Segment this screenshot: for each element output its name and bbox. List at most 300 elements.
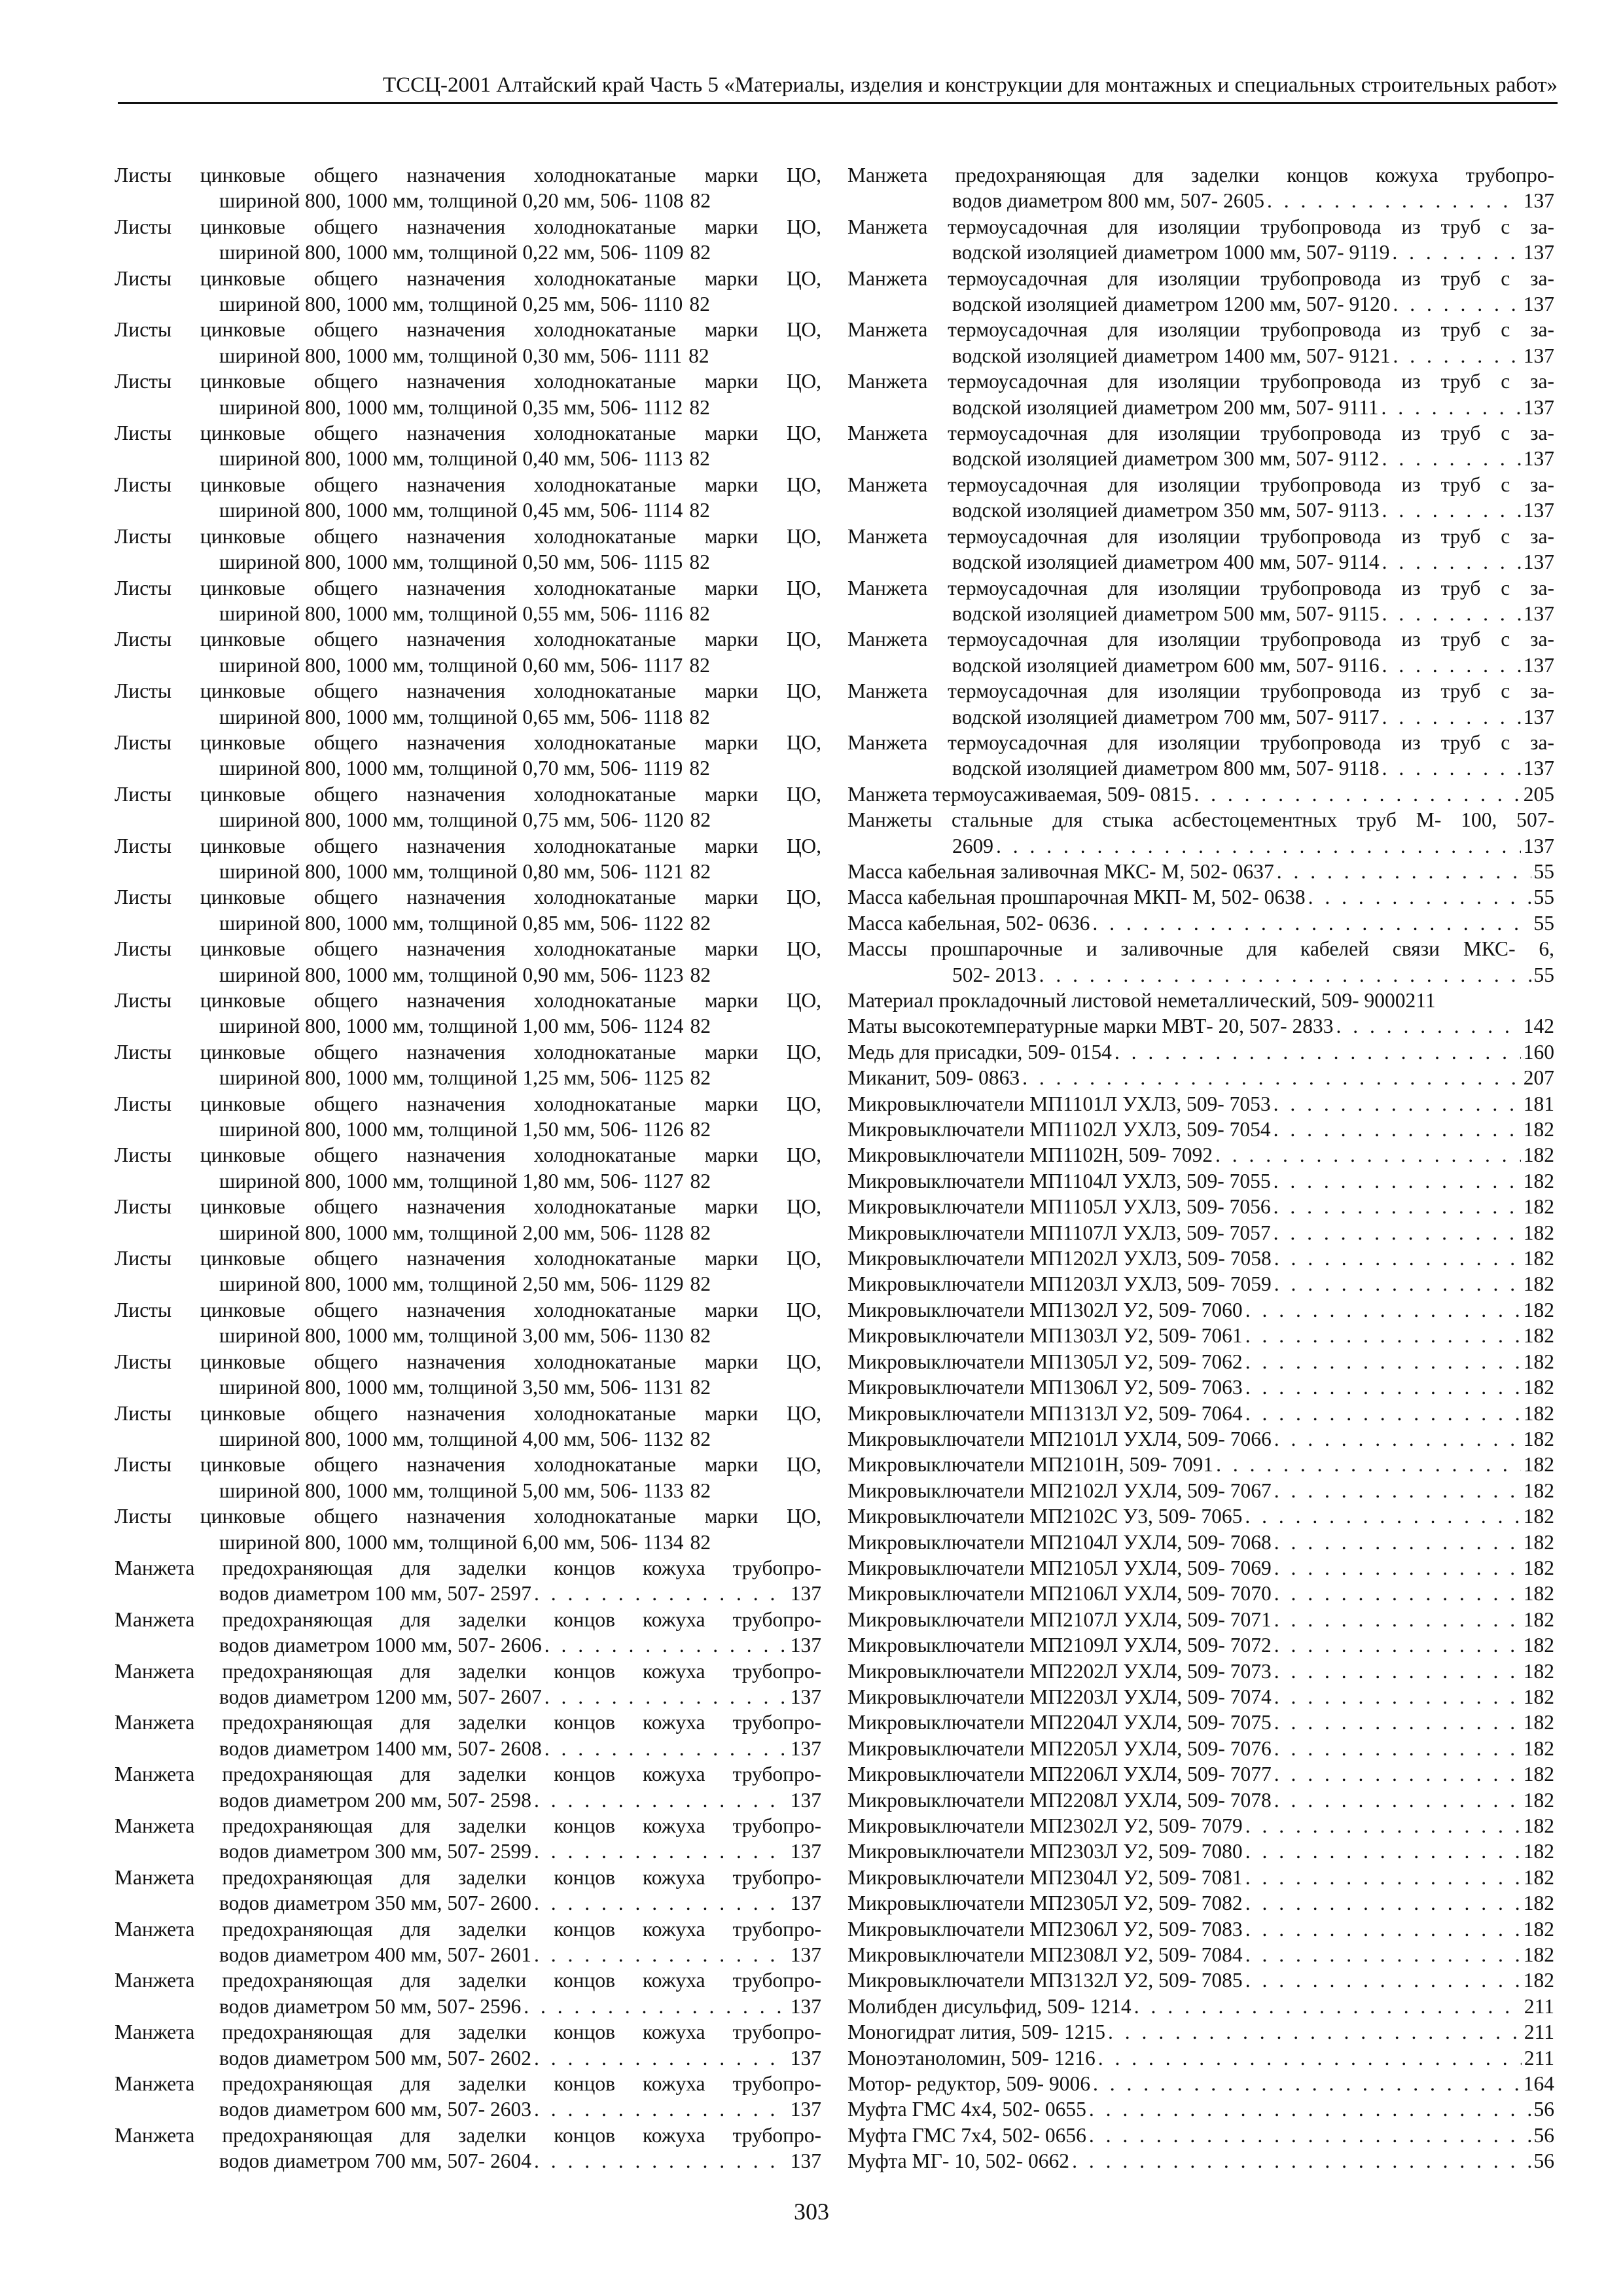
index-entry (115, 2071, 821, 2123)
entry-line (847, 1761, 1554, 1787)
entry-line (847, 1503, 1554, 1529)
dot-leader (1274, 1220, 1521, 1246)
index-entry (115, 1503, 821, 1555)
index-entry (847, 1142, 1554, 1168)
dot-leader (1274, 1632, 1521, 1658)
entry-second-line (115, 1271, 821, 1297)
entry-second-line (115, 962, 821, 988)
entry-second-line (115, 807, 821, 833)
entry-line (847, 1684, 1554, 1710)
entry-text: шириной 800, 1000 мм, толщиной 0,20 мм, 506- 1108 (219, 189, 684, 213)
entry-line (847, 1426, 1554, 1452)
dot-leader (1245, 1401, 1521, 1426)
entry-text: Микровыключатели МП2105Л УХЛ4, 509- 7069 (847, 1556, 1272, 1579)
entry-line (847, 1581, 1554, 1606)
entry-first-line: Манжета предохраняющая для заделки концов кожуха трубопро- (115, 2123, 821, 2147)
entry-page: 137 (1523, 344, 1554, 367)
entry-line (847, 781, 1554, 807)
index-entry (847, 1890, 1554, 1916)
entry-line (847, 859, 1554, 884)
entry-text: Микровыключатели МП2306Л У2, 509- 7083 (847, 1917, 1243, 1941)
entry-text: водов диаметром 100 мм, 507- 2597 (219, 1582, 532, 1605)
entry-page: 55 (1533, 911, 1554, 935)
entry-text: Микровыключатели МП1105Л УХЛ3, 509- 7056 (847, 1195, 1271, 1219)
index-entry (115, 575, 821, 627)
index-entry (847, 1555, 1554, 1581)
entry-first-line: Манжета предохраняющая для заделки концов кожуха трубопро- (847, 164, 1554, 187)
index-entry (847, 1916, 1554, 1942)
entry-page: 182 (1523, 1969, 1554, 1992)
entry-text: водов диаметром 1000 мм, 507- 2606 (219, 1634, 542, 1657)
entry-page: 137 (790, 1736, 821, 1760)
entry-line (847, 1710, 1554, 1735)
dot-leader (1274, 1168, 1521, 1194)
entry-first-line: Листы цинковые общего назначения холоднокатаные марки ЦО, (115, 1401, 821, 1425)
entry-text: Моногидрат лития, 509- 1215 (847, 2020, 1105, 2044)
index-entry (115, 1555, 821, 1607)
index-entry (847, 266, 1554, 317)
entry-page: 82 (689, 447, 710, 471)
entry-text: Масса кабельная, 502- 0636 (847, 911, 1090, 935)
dot-leader (534, 2148, 788, 2174)
dot-leader (1134, 1994, 1522, 2019)
index-entry (847, 1761, 1554, 1787)
index-entry (115, 1194, 821, 1246)
entry-page: 82 (690, 859, 711, 883)
entry-first-line: Манжета термоусадочная для изоляции трубопровода из труб с за- (847, 576, 1554, 600)
entry-first-line: Листы цинковые общего назначения холоднокатаные марки ЦО, (115, 1247, 821, 1270)
entry-text: водов диаметром 1400 мм, 507- 2608 (219, 1736, 542, 1760)
entry-text: шириной 800, 1000 мм, толщиной 0,45 мм, 506- 1114 (219, 499, 683, 522)
index-entry (847, 524, 1554, 575)
entry-text: Микровыключатели МП2107Л УХЛ4, 509- 7071 (847, 1607, 1272, 1631)
entry-page: 182 (1523, 1530, 1554, 1554)
entry-text: водов диаметром 700 мм, 507- 2604 (219, 2149, 532, 2173)
entry-page: 82 (690, 1118, 711, 1141)
entry-line (847, 1890, 1554, 1916)
entry-page: 82 (690, 1221, 711, 1244)
entry-first-line: Листы цинковые общего назначения холоднокатаные марки ЦО, (115, 215, 821, 238)
index-entry (847, 1503, 1554, 1529)
entry-text: шириной 800, 1000 мм, толщиной 5,00 мм, 506- 1133 (219, 1479, 684, 1502)
entry-second-line (847, 291, 1554, 317)
index-entry (847, 2071, 1554, 2096)
entry-first-line: Манжета термоусадочная для изоляции трубопровода из труб с за- (847, 473, 1554, 496)
entry-page: 164 (1523, 2072, 1554, 2096)
entry-line (847, 2148, 1554, 2174)
index-entry (847, 575, 1554, 627)
entry-second-line (115, 446, 821, 471)
dot-leader (1274, 1555, 1521, 1581)
entry-first-line: Листы цинковые общего назначения холоднокатаные марки ЦО, (115, 834, 821, 857)
entry-second-line (115, 601, 821, 626)
entry-line (847, 1865, 1554, 1890)
entry-page: 182 (1523, 1247, 1554, 1270)
entry-text: Моноэтаноломин, 509- 1216 (847, 2046, 1096, 2070)
entry-text: водской изоляцией диаметром 300 мм, 507- 9112 (952, 447, 1380, 471)
entry-line (847, 1142, 1554, 1168)
entry-first-line: Листы цинковые общего назначения холоднокатаные марки ЦО, (115, 524, 821, 548)
entry-text: шириной 800, 1000 мм, толщиной 0,85 мм, 506- 1122 (219, 911, 684, 935)
index-entry (115, 368, 821, 420)
entry-text: шириной 800, 1000 мм, толщиной 0,30 мм, 506- 1111 (219, 344, 683, 367)
entry-text: водской изоляцией диаметром 1200 мм, 507- 9120 (952, 293, 1391, 316)
entry-page: 55 (1533, 886, 1554, 909)
entry-page: 160 (1523, 1040, 1554, 1064)
index-entry (847, 1426, 1554, 1452)
index-entry (115, 1761, 821, 1813)
entry-page: 137 (1523, 705, 1554, 728)
entry-page: 207 (1523, 1066, 1554, 1090)
entry-text: шириной 800, 1000 мм, толщиной 2,50 мм, 506- 1129 (219, 1272, 684, 1296)
entry-line (847, 1374, 1554, 1400)
entry-text: водов диаметром 50 мм, 507- 2596 (219, 1994, 522, 2018)
dot-leader (1274, 1761, 1521, 1787)
entry-text: шириной 800, 1000 мм, толщиной 0,80 мм, 506- 1121 (219, 859, 684, 883)
entry-line (847, 1065, 1554, 1090)
index-entry (115, 884, 821, 936)
entry-second-line (115, 1581, 821, 1606)
entry-line (847, 1659, 1554, 1684)
entry-page: 137 (1523, 189, 1554, 213)
entry-second-line (115, 1168, 821, 1194)
entry-first-line: Манжеты стальные для стыка асбестоцементных труб М- 100, 507- (847, 808, 1554, 832)
entry-page: 205 (1523, 782, 1554, 806)
index-entry (115, 1246, 821, 1297)
entry-page: 137 (790, 2149, 821, 2173)
index-entry (115, 1813, 821, 1865)
entry-text: Микровыключатели МП1101Л УХЛ3, 509- 7053 (847, 1092, 1271, 1115)
dot-leader (1382, 446, 1521, 471)
dot-leader (534, 1942, 788, 1967)
entry-text: водской изоляцией диаметром 1400 мм, 507- 9121 (952, 344, 1391, 367)
entry-first-line: Манжета предохраняющая для заделки концов кожуха трубопро- (115, 1917, 821, 1941)
dot-leader (1274, 1246, 1521, 1271)
dot-leader (1089, 2096, 1531, 2122)
entry-text: шириной 800, 1000 мм, толщиной 3,50 мм, 506- 1131 (219, 1376, 684, 1399)
dot-leader (1245, 1323, 1521, 1348)
entry-text: водов диаметром 350 мм, 507- 2600 (219, 1892, 532, 1915)
entry-second-line (115, 240, 821, 265)
index-entry (115, 988, 821, 1039)
entry-line (847, 1401, 1554, 1426)
entry-first-line: Манжета предохраняющая для заделки концов кожуха трубопро- (115, 1607, 821, 1631)
entry-first-line: Манжета предохраняющая для заделки концов кожуха трубопро- (115, 1556, 821, 1579)
dot-leader (1089, 2123, 1531, 2148)
dot-leader (1382, 755, 1521, 781)
entry-text: водской изоляцией диаметром 200 мм, 507- 9111 (952, 395, 1379, 419)
entry-text: водской изоляцией диаметром 800 мм, 507- 9118 (952, 757, 1380, 780)
entry-text: шириной 800, 1000 мм, толщиной 1,50 мм, 506- 1126 (219, 1118, 684, 1141)
entry-first-line: Манжета предохраняющая для заделки концов кожуха трубопро- (115, 2020, 821, 2044)
dot-leader (1245, 1374, 1521, 1400)
entry-text: шириной 800, 1000 мм, толщиной 0,40 мм, 506- 1113 (219, 447, 683, 471)
entry-page: 82 (690, 808, 711, 832)
entry-text: Медь для присадки, 509- 0154 (847, 1040, 1112, 1064)
entry-page: 182 (1523, 1556, 1554, 1579)
entry-text: шириной 800, 1000 мм, толщиной 0,55 мм, 506- 1116 (219, 601, 683, 625)
entry-page: 182 (1523, 1324, 1554, 1348)
entry-second-line (115, 1013, 821, 1039)
index-column-left (115, 162, 821, 2174)
entry-second-line (115, 1632, 821, 1658)
index-entry (847, 2096, 1554, 2122)
dot-leader (1381, 395, 1520, 420)
entry-text: Молибден дисульфид, 509- 1214 (847, 1994, 1132, 2018)
entry-text: Масса кабельная прошпарочная МКП- М, 502- 0638 (847, 886, 1306, 909)
dot-leader (1274, 1194, 1521, 1219)
entry-page: 182 (1523, 1272, 1554, 1296)
entry-text: водской изоляцией диаметром 700 мм, 507- 9117 (952, 705, 1380, 728)
entry-second-line (115, 1323, 821, 1348)
entry-page: 182 (1523, 1453, 1554, 1477)
entry-page: 82 (690, 1324, 711, 1348)
dot-leader (1108, 2019, 1522, 2045)
entry-text: 502- 2013 (952, 963, 1037, 986)
entry-line (847, 1839, 1554, 1864)
entry-line (847, 1194, 1554, 1219)
index-entry (115, 214, 821, 266)
entry-second-line (115, 653, 821, 678)
entry-first-line: Листы цинковые общего назначения холоднокатаные марки ЦО, (115, 628, 821, 651)
entry-line (847, 2071, 1554, 2096)
entry-page: 137 (1523, 499, 1554, 522)
index-entry (847, 2148, 1554, 2174)
entry-text: шириной 800, 1000 мм, толщиной 6,00 мм, 506- 1134 (219, 1530, 684, 1554)
index-entry (115, 936, 821, 988)
index-entry (847, 910, 1554, 936)
dot-leader (1245, 1349, 1521, 1374)
dot-leader (1336, 1013, 1521, 1039)
dot-leader (1072, 2148, 1531, 2174)
dot-leader (1382, 601, 1521, 626)
entry-text: Микровыключатели МП2202Л УХЛ4, 509- 7073 (847, 1659, 1272, 1683)
entry-second-line (847, 549, 1554, 575)
entry-first-line: Манжета предохраняющая для заделки концов кожуха трубопро- (115, 1711, 821, 1734)
index-entry (847, 1452, 1554, 1477)
entry-text: водской изоляцией диаметром 500 мм, 507- 9115 (952, 601, 1380, 625)
index-entry (847, 317, 1554, 368)
entry-page: 137 (790, 1685, 821, 1708)
entry-text: Масса кабельная заливочная МКС- М, 502- 0637 (847, 859, 1274, 883)
entry-page: 182 (1523, 1763, 1554, 1786)
index-entry (115, 1865, 821, 1916)
index-entry (847, 1967, 1554, 1993)
entry-page: 137 (1523, 241, 1554, 264)
entry-page: 82 (689, 293, 710, 316)
dot-leader (1382, 704, 1521, 730)
entry-first-line: Листы цинковые общего назначения холоднокатаные марки ЦО, (115, 1350, 821, 1373)
entry-page: 56 (1533, 2149, 1554, 2173)
dot-leader (1274, 1091, 1521, 1117)
index-entry (847, 807, 1554, 859)
entry-second-line (115, 755, 821, 781)
entry-second-line (115, 704, 821, 730)
dot-leader (1245, 1503, 1520, 1529)
entry-second-line (847, 833, 1554, 859)
index-entry (115, 1142, 821, 1194)
index-entry (847, 2123, 1554, 2148)
index-entry (847, 1168, 1554, 1194)
entry-page: 182 (1523, 1659, 1554, 1683)
entry-first-line: Листы цинковые общего назначения холоднокатаные марки ЦО, (115, 782, 821, 806)
entry-second-line (115, 1117, 821, 1142)
entry-line (847, 1246, 1554, 1271)
dot-leader (1245, 1865, 1521, 1890)
entry-line (847, 2123, 1554, 2148)
entry-text: Микровыключатели МП1305Л У2, 509- 7062 (847, 1350, 1243, 1373)
index-entry (847, 1736, 1554, 1761)
entry-first-line: Листы цинковые общего назначения холоднокатаные марки ЦО, (115, 318, 821, 342)
entry-line (847, 1271, 1554, 1297)
entry-page: 137 (1523, 601, 1554, 625)
index-entry (115, 1401, 821, 1452)
entry-line (847, 1530, 1554, 1555)
entry-second-line (115, 1839, 821, 1864)
entry-page: 182 (1523, 1582, 1554, 1605)
entry-text: Микровыключатели МП1302Л У2, 509- 7060 (847, 1298, 1243, 1321)
entry-page: 137 (790, 1788, 821, 1812)
entry-text: Микровыключатели МП1102Л УХЛ3, 509- 7054 (847, 1118, 1271, 1141)
entry-second-line (115, 188, 821, 213)
entry-first-line: Манжета предохраняющая для заделки концов кожуха трубопро- (115, 1659, 821, 1683)
entry-page: 82 (689, 601, 710, 625)
running-header: ТССЦ-2001 Алтайский край Часть 5 «Материалы, изделия и конструкции для монтажных и специальных строительных работ» (118, 71, 1558, 104)
entry-text: Микровыключатели МП2302Л У2, 509- 7079 (847, 1814, 1243, 1837)
entry-text: шириной 800, 1000 мм, толщиной 0,22 мм, 506- 1109 (219, 241, 684, 264)
entry-line (847, 2019, 1554, 2045)
entry-line (847, 1091, 1554, 1117)
index-entry (847, 1194, 1554, 1219)
entry-first-line: Листы цинковые общего назначения холоднокатаные марки ЦО, (115, 473, 821, 496)
index-entry (847, 1478, 1554, 1503)
entry-text: Микровыключатели МП2102С У3, 509- 7065 (847, 1505, 1243, 1528)
entry-page: 137 (1523, 395, 1554, 419)
index-entry (847, 1401, 1554, 1426)
index-entry (847, 1117, 1554, 1142)
entry-page: 82 (689, 653, 710, 677)
index-entry (115, 524, 821, 575)
entry-line (847, 1013, 1554, 1039)
dot-leader (1393, 291, 1521, 317)
entry-page: 182 (1523, 1943, 1554, 1967)
dot-leader (1092, 910, 1531, 936)
entry-line (847, 1942, 1554, 1967)
entry-text: Микровыключатели МП3132Л У2, 509- 7085 (847, 1969, 1243, 1992)
dot-leader (996, 833, 1521, 859)
entry-text: Микровыключатели МП2206Л УХЛ4, 509- 7077 (847, 1763, 1272, 1786)
index-entry (847, 1530, 1554, 1555)
entry-page: 182 (1523, 1376, 1554, 1399)
entry-first-line: Манжета предохраняющая для заделки концов кожуха трубопро- (115, 2072, 821, 2096)
dot-leader (534, 1581, 788, 1606)
entry-text: Материал прокладочный листовой неметаллический, 509- 9000 (847, 989, 1406, 1012)
entry-page: 137 (1523, 293, 1554, 316)
dot-leader (1274, 1736, 1521, 1761)
entry-page: 82 (690, 1169, 711, 1193)
entry-page: 137 (790, 1840, 821, 1863)
index-entry (847, 1220, 1554, 1246)
entry-second-line (847, 240, 1554, 265)
dot-leader (1039, 962, 1531, 988)
entry-first-line: Манжета термоусадочная для изоляции трубопровода из труб с за- (847, 628, 1554, 651)
entry-text: шириной 800, 1000 мм, толщиной 0,35 мм, 506- 1112 (219, 395, 683, 419)
entry-text: Микровыключатели МП1306Л У2, 509- 7063 (847, 1376, 1243, 1399)
index-entry (115, 2019, 821, 2071)
entry-first-line: Листы цинковые общего назначения холоднокатаные марки ЦО, (115, 164, 821, 187)
entry-second-line (847, 188, 1554, 213)
entry-page: 142 (1523, 1014, 1554, 1038)
entry-text: Маты высокотемпературные марки МВТ- 20, 507- 2833 (847, 1014, 1334, 1038)
entry-page: 82 (690, 1530, 711, 1554)
entry-page: 181 (1523, 1092, 1554, 1115)
index-entry (115, 266, 821, 317)
entry-text: Микровыключатели МП1203Л УХЛ3, 509- 7059 (847, 1272, 1272, 1296)
dot-leader (1215, 1142, 1521, 1168)
entry-second-line (115, 1684, 821, 1710)
dot-leader (534, 2045, 788, 2071)
entry-text: Микровыключатели МП2203Л УХЛ4, 509- 7074 (847, 1685, 1272, 1708)
dot-leader (1245, 1967, 1521, 1993)
dot-leader (1194, 781, 1520, 807)
entry-text: шириной 800, 1000 мм, толщиной 2,00 мм, 506- 1128 (219, 1221, 684, 1244)
index-entry (847, 1659, 1554, 1684)
entry-second-line (115, 343, 821, 368)
entry-line (847, 1039, 1554, 1065)
entry-page: 137 (790, 1582, 821, 1605)
entry-text: водской изоляцией диаметром 1000 мм, 507- 9119 (952, 241, 1390, 264)
entry-page: 182 (1523, 1169, 1554, 1193)
entry-text: 2609 (952, 834, 993, 857)
entry-text: Микровыключатели МП2101Л УХЛ4, 509- 7066 (847, 1427, 1272, 1450)
entry-page: 182 (1523, 1118, 1554, 1141)
entry-first-line: Листы цинковые общего назначения холоднокатаные марки ЦО, (115, 370, 821, 393)
entry-first-line: Листы цинковые общего назначения холоднокатаные марки ЦО, (115, 1195, 821, 1219)
entry-line (847, 1555, 1554, 1581)
entry-second-line (115, 1890, 821, 1916)
entry-page: 55 (1533, 859, 1554, 883)
index-entry (847, 1323, 1554, 1348)
index-entry (847, 1787, 1554, 1813)
dot-leader (1274, 1530, 1521, 1555)
index-entry (115, 317, 821, 368)
entry-text: Микровыключатели МП1107Л УХЛ3, 509- 7057 (847, 1221, 1271, 1244)
entry-first-line: Манжета термоусадочная для изоляции трубопровода из труб с за- (847, 422, 1554, 445)
entry-page: 182 (1523, 1143, 1554, 1167)
dot-leader (1274, 1581, 1521, 1606)
entry-text: шириной 800, 1000 мм, толщиной 3,00 мм, 506- 1130 (219, 1324, 684, 1348)
entry-page: 137 (790, 1634, 821, 1657)
entry-second-line (847, 653, 1554, 678)
entry-page: 82 (690, 1014, 711, 1038)
index-entry (847, 1271, 1554, 1297)
index-entry (847, 1839, 1554, 1864)
dot-leader (1274, 1271, 1521, 1297)
entry-line (847, 1632, 1554, 1658)
entry-first-line: Манжета термоусадочная для изоляции трубопровода из труб с за- (847, 370, 1554, 393)
index-entry (847, 1091, 1554, 1117)
entry-page: 82 (690, 241, 711, 264)
entry-second-line (115, 1478, 821, 1503)
index-entry (847, 2019, 1554, 2045)
entry-first-line: Манжета термоусадочная для изоляции трубопровода из труб с за- (847, 266, 1554, 290)
dot-leader (1274, 1117, 1521, 1142)
index-entry (115, 1452, 821, 1503)
entry-page: 56 (1533, 2098, 1554, 2121)
entry-second-line (847, 497, 1554, 523)
entry-page: 137 (1523, 550, 1554, 574)
index-entry (847, 2045, 1554, 2071)
